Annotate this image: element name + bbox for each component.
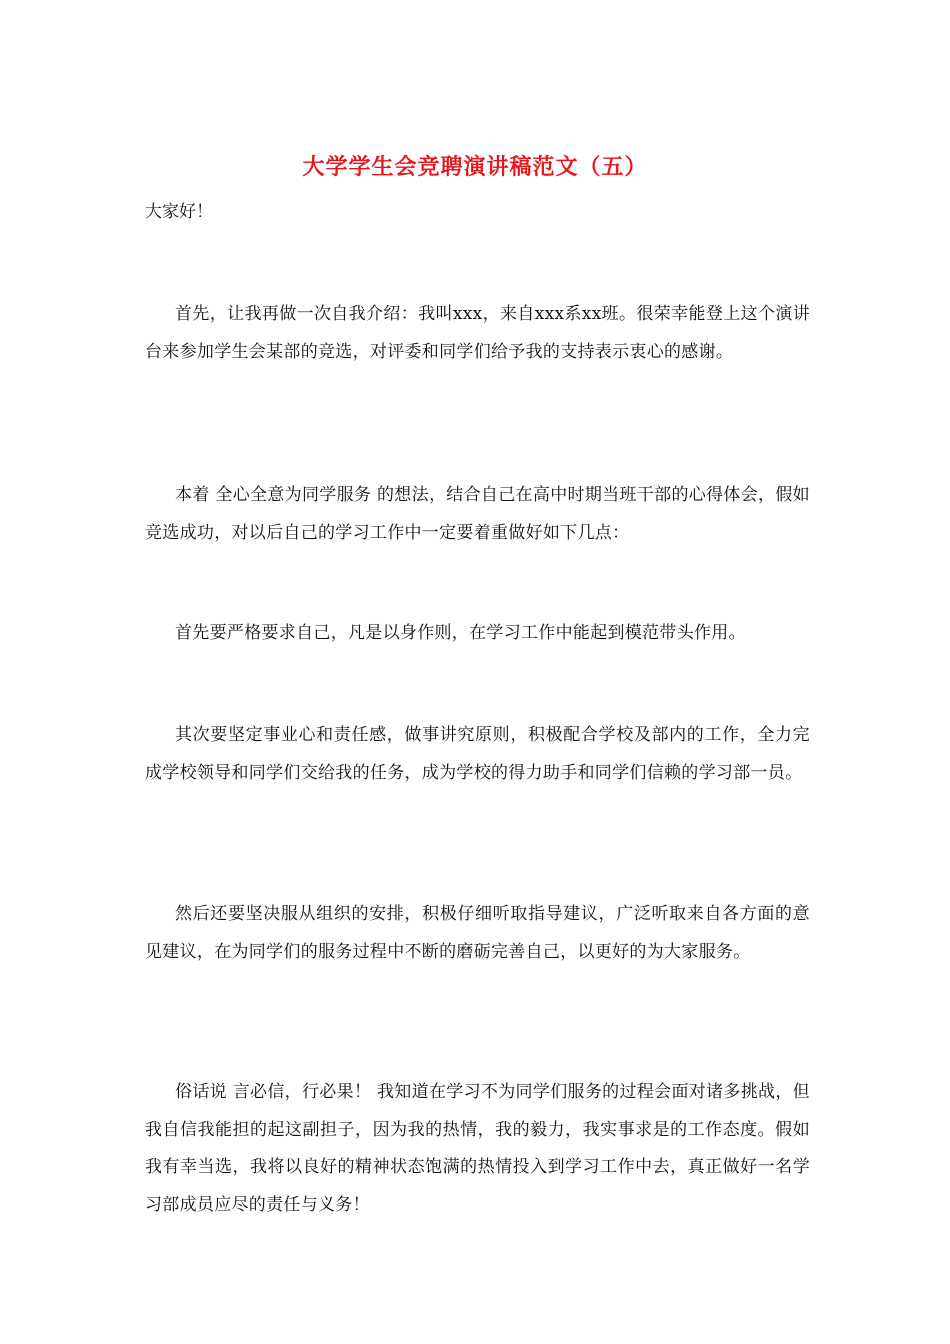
paragraph-point-two: 其次要坚定事业心和责任感，做事讲究原则，积极配合学校及部内的工作，全力完成学校领导和同学们交给我的任务，成为学校的得力助手和同学们信赖的学习部一员。 xyxy=(145,725,810,783)
paragraph-point-three: 然后还要坚决服从组织的安排，积极仔细听取指导建议，广泛听取来自各方面的意见建议，在为同学们的服务过程中不断的磨砺完善自己，以更好的为大家服务。 xyxy=(145,904,810,962)
paragraph-self-introduction: 首先，让我再做一次自我介绍：我叫xxx，来自xxx系xx班。很荣幸能登上这个演讲台来参加学生会某部的竞选，对评委和同学们给予我的支持表示衷心的感谢。 xyxy=(145,304,810,362)
document-title: 大学学生会竞聘演讲稿范文（五） xyxy=(302,154,648,180)
paragraph-point-one: 首先要严格要求自己，凡是以身作则，在学习工作中能起到模范带头作用。 xyxy=(175,623,746,643)
paragraph-closing: 俗话说 言必信，行必果！ 我知道在学习不为同学们服务的过程会面对诸多挑战，但我自信我能担的起这副担子，因为我的热情，我的毅力，我实事求是的工作态度。假如我有幸当选，我将以良好的精神状态饱满的热情投入到学习工作中去，真正做好一名学习部成员应尽的责任与义务！ xyxy=(145,1082,810,1215)
greeting: 大家好！ xyxy=(145,202,213,222)
paragraph-intent: 本着 全心全意为同学服务 的想法，结合自己在高中时期当班干部的心得体会，假如竞选成功，对以后自己的学习工作中一定要着重做好如下几点： xyxy=(145,485,810,543)
